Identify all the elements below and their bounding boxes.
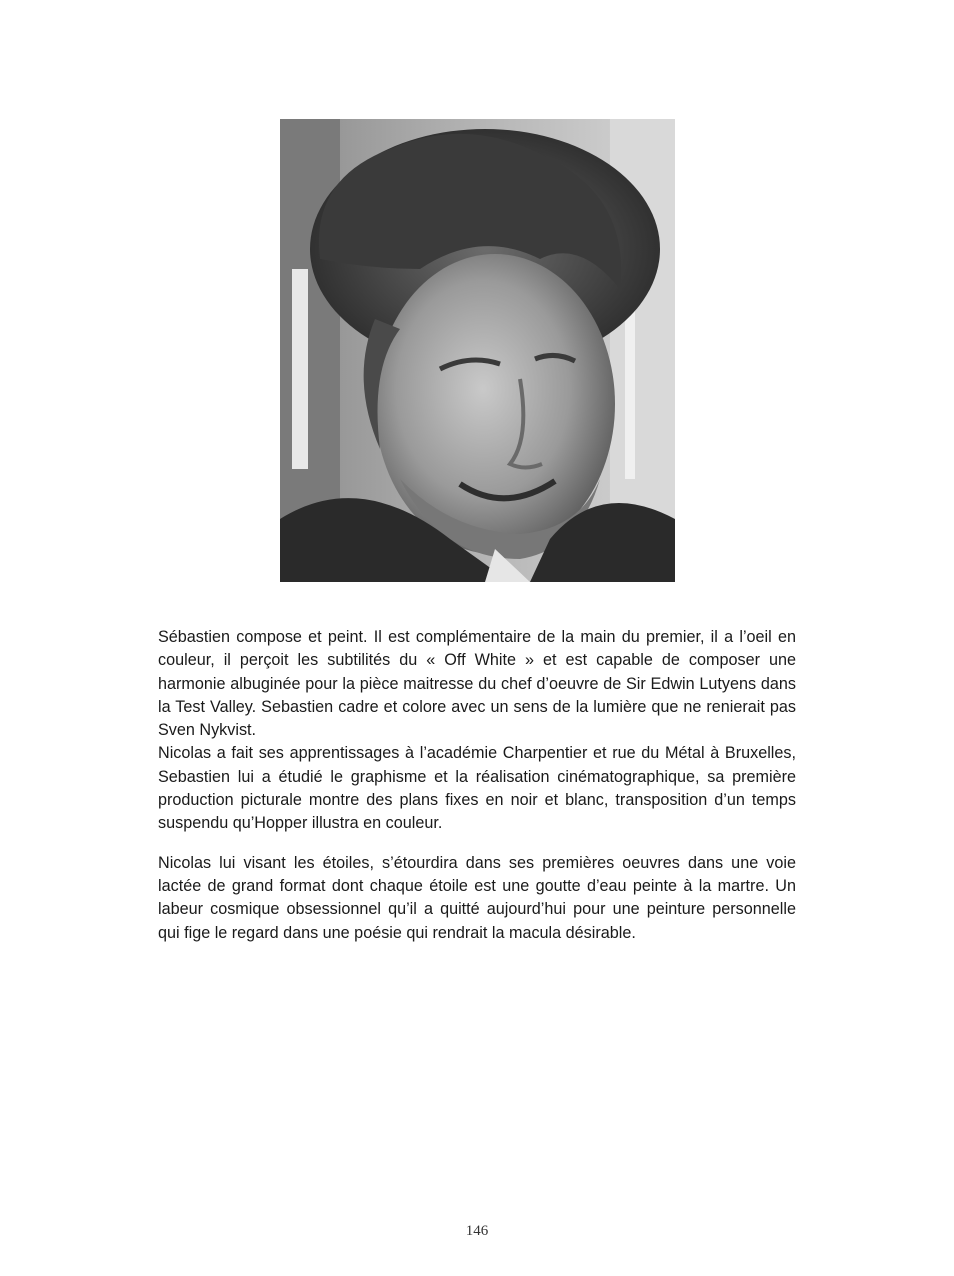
- paragraph: Nicolas lui visant les étoiles, s’étourdira dans ses premières oeuvres dans une voie lactée de grand format dont chaque étoile est une goutte d’eau peinte à la martre. Un labeur cosmique obsessionnel qu’il a quitté aujourd’hui pour une peinture personnelle qui fige le regard dans une poésie qui rendrait la macula désirable.: [158, 853, 796, 942]
- portrait-image: [280, 119, 675, 582]
- page-number: 146: [465, 1223, 489, 1239]
- portrait-photo: [280, 119, 675, 582]
- paragraph: Nicolas a fait ses apprentissages à l’académie Charpentier et rue du Métal à Bruxelles, Sebastien lui a étudié le graphisme et la réalisation cinématographique, sa première production picturale montre des plans fixes en noir et blanc, transposition d’un temps suspendu qu’Hopper illustra en couleur.: [158, 744, 796, 833]
- body-text: [158, 626, 796, 945]
- paragraph: Sébastien compose et peint. Il est complémentaire de la main du premier, il a l’oeil en couleur, il perçoit les subtilités du « Off White » et est capable de composer une harmonie albuginée pour la pièce maitresse du chef d’oeuvre de Sir Edwin Lutyens dans la Test Valley. Sebastien cadre et colore avec un sens de la lumière que ne renierait pas Sven Nykvist.: [158, 628, 796, 740]
